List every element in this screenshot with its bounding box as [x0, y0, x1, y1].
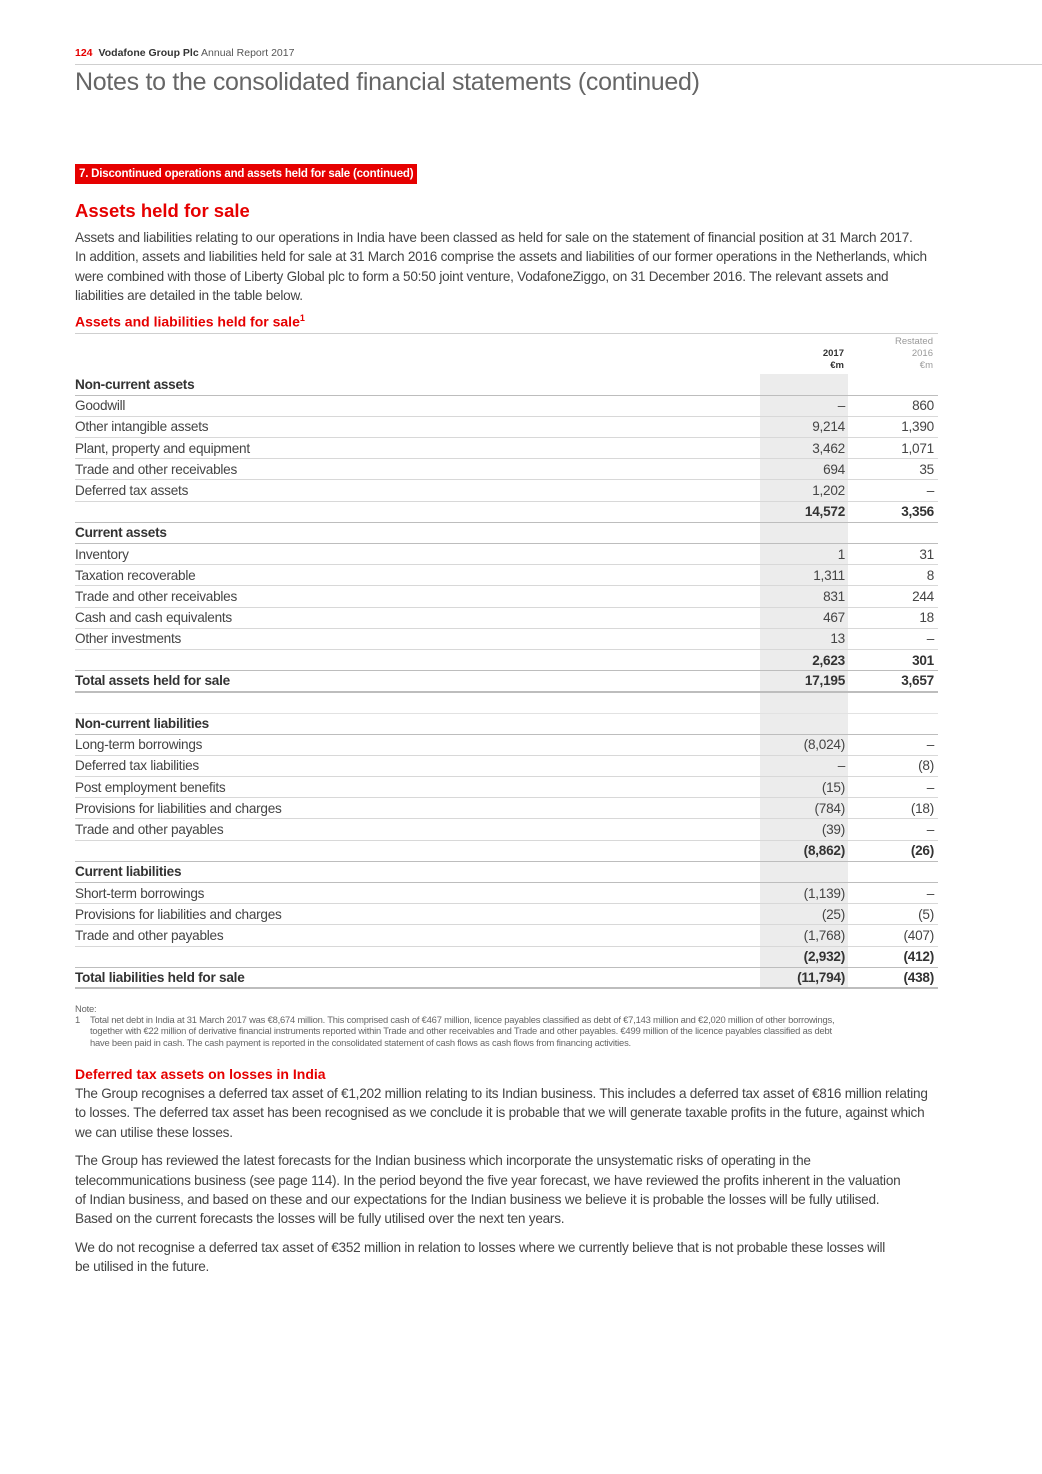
value-2016: (5) — [849, 904, 938, 925]
value-2016 — [849, 713, 938, 734]
row-label: Post employment benefits — [75, 777, 739, 798]
table-footnote-marker: 1 — [299, 313, 305, 323]
intro-line: liabilities are detailed in the table below. — [75, 288, 303, 304]
table-row — [75, 883, 938, 904]
table-note — [75, 1003, 935, 1048]
table-section-header — [75, 861, 938, 882]
report-name: Annual Report 2017 — [201, 47, 295, 59]
intro-line: Assets and liabilities relating to our operations in India have been classed as held for sale on the statement of financial position at 31 March 2017. — [75, 230, 913, 245]
table-total-row — [75, 967, 938, 988]
value-2017: (39) — [739, 819, 849, 840]
row-label: Provisions for liabilities and charges — [75, 798, 739, 819]
value-2016: 860 — [849, 395, 938, 416]
value-2017: 13 — [739, 628, 849, 649]
value-2017: (784) — [739, 798, 849, 819]
value-2016: 8 — [849, 565, 938, 586]
deferred-tax-heading: Deferred tax assets on losses in India — [75, 1066, 326, 1082]
paragraph-line: Based on the current forecasts the losses will be fully utilised over the next ten years. — [75, 1211, 565, 1227]
value-2016: (412) — [849, 946, 938, 967]
table-row — [75, 734, 938, 755]
note-item — [75, 1014, 935, 1048]
intro-line: In addition, assets and liabilities held for sale at 31 March 2016 comprise the assets and liabilities of our former operations in the Netherlands, which — [75, 249, 927, 265]
value-2016: 18 — [849, 607, 938, 628]
table-row — [75, 628, 938, 649]
note-line: Total net debt in India at 31 March 2017 was €8,674 million. This comprised cash of €467 million, licence payables classified as debt of €7,143 million and €2,020 million of other borrowings, — [90, 1014, 835, 1026]
paragraph — [75, 1084, 945, 1142]
value-2017: (2,932) — [739, 946, 849, 967]
table-row — [75, 755, 938, 776]
row-label — [75, 692, 739, 713]
table-subtotal-row — [75, 840, 938, 861]
column-header-2017 — [823, 348, 844, 372]
note-label: Note: — [75, 1003, 97, 1014]
paragraph — [75, 1238, 945, 1277]
value-2016: 3,657 — [849, 671, 938, 692]
section-heading: Assets held for sale — [75, 200, 250, 221]
value-2017: 694 — [739, 459, 849, 480]
value-2017: (1,139) — [739, 883, 849, 904]
row-label: Long-term borrowings — [75, 734, 739, 755]
table-row — [75, 798, 938, 819]
column-restated: Restated — [894, 336, 933, 347]
row-label: Current assets — [75, 522, 739, 543]
row-label: Goodwill — [75, 395, 739, 416]
column-unit: €m — [830, 360, 844, 371]
table-row — [75, 459, 938, 480]
table-top-rule — [75, 333, 938, 334]
row-label: Cash and cash equivalents — [75, 607, 739, 628]
running-header — [75, 47, 294, 59]
value-2017: 1,311 — [739, 565, 849, 586]
value-2017 — [739, 861, 849, 882]
value-2016: (8) — [849, 755, 938, 776]
value-2016: (18) — [849, 798, 938, 819]
row-label: Short-term borrowings — [75, 883, 739, 904]
table-row — [75, 607, 938, 628]
row-label: Trade and other payables — [75, 925, 739, 946]
table-row — [75, 777, 938, 798]
value-2017: (8,024) — [739, 734, 849, 755]
table-row — [75, 416, 938, 437]
value-2016: – — [849, 883, 938, 904]
intro-line: were combined with those of Liberty Global plc to form a 50:50 joint venture, VodafoneZiggo, on 31 December 2016. The relevant assets and — [75, 268, 889, 284]
row-label: Plant, property and equipment — [75, 438, 739, 459]
value-2016: – — [849, 819, 938, 840]
value-2017: – — [739, 395, 849, 416]
table-section-header — [75, 713, 938, 734]
company-name: Vodafone Group Plc — [98, 47, 199, 59]
value-2016 — [849, 692, 938, 713]
paragraph-line: telecommunications business (see page 114). In the period beyond the five year forecast, we have reviewed the profits inherent in the valuation — [75, 1172, 901, 1188]
row-label: Deferred tax assets — [75, 480, 739, 501]
value-2016: – — [849, 628, 938, 649]
value-2017: 9,214 — [739, 416, 849, 437]
value-2017 — [739, 713, 849, 734]
value-2017 — [739, 692, 849, 713]
value-2016: 244 — [849, 586, 938, 607]
note-number: 1 — [75, 1014, 81, 1026]
table-row — [75, 925, 938, 946]
section-tag: 7. Discontinued operations and assets held for sale (continued) — [75, 164, 417, 184]
paragraph-line: The Group has reviewed the latest forecasts for the Indian business which incorporate the unsystematic risks of operating in the — [75, 1153, 811, 1169]
row-label: Taxation recoverable — [75, 565, 739, 586]
value-2016: 31 — [849, 544, 938, 565]
table-spacer-row — [75, 692, 938, 713]
value-2017: 1,202 — [739, 480, 849, 501]
table-section-header — [75, 522, 938, 543]
row-label: Inventory — [75, 544, 739, 565]
header-rule — [75, 64, 1042, 65]
table-title-text: Assets and liabilities held for sale — [75, 313, 300, 330]
value-2017: 2,623 — [739, 649, 849, 670]
row-label — [75, 840, 739, 861]
row-label: Non-current liabilities — [75, 713, 739, 734]
value-2016 — [849, 861, 938, 882]
row-label: Trade and other receivables — [75, 459, 739, 480]
row-label — [75, 501, 739, 522]
page-title: Notes to the consolidated financial statements (continued) — [75, 68, 700, 96]
row-label — [75, 946, 739, 967]
row-label: Total liabilities held for sale — [75, 967, 739, 988]
row-label: Current liabilities — [75, 861, 739, 882]
column-year: 2017 — [822, 348, 844, 359]
value-2017: 3,462 — [739, 438, 849, 459]
paragraph-line: to losses. The deferred tax asset has been recognised as we conclude it is probable that we will generate taxable profits in the future, against which — [75, 1105, 925, 1121]
paragraph-line: The Group recognises a deferred tax asset of €1,202 million relating to its Indian business. This includes a deferred tax asset of €816 million relating — [75, 1086, 928, 1101]
paragraph — [75, 1151, 945, 1229]
table-row — [75, 904, 938, 925]
value-2017: (8,862) — [739, 840, 849, 861]
row-label: Non-current assets — [75, 374, 739, 395]
paragraph-line: of Indian business, and based on these and our expectations for the Indian business we believe it is probable the losses will be fully utilised. — [75, 1192, 880, 1208]
value-2017 — [739, 374, 849, 395]
table-title — [75, 313, 305, 330]
value-2016 — [849, 374, 938, 395]
row-label: Trade and other receivables — [75, 586, 739, 607]
value-2017: 1 — [739, 544, 849, 565]
value-2017: (15) — [739, 777, 849, 798]
column-year: 2016 — [911, 348, 933, 359]
row-label: Total assets held for sale — [75, 671, 739, 692]
assets-liabilities-table — [75, 374, 938, 989]
value-2016: 301 — [849, 649, 938, 670]
row-label: Trade and other payables — [75, 819, 739, 840]
note-text — [90, 1014, 935, 1048]
paragraph-line: we can utilise these losses. — [75, 1124, 233, 1140]
page-number: 124 — [75, 47, 93, 59]
value-2017: – — [739, 755, 849, 776]
value-2017: 14,572 — [739, 501, 849, 522]
table-row — [75, 565, 938, 586]
row-label: Deferred tax liabilities — [75, 755, 739, 776]
intro-paragraph — [75, 228, 945, 306]
table-subtotal-row — [75, 501, 938, 522]
value-2017: (1,768) — [739, 925, 849, 946]
value-2017 — [739, 522, 849, 543]
column-header-2016 — [895, 336, 933, 372]
column-unit: €m — [919, 360, 933, 371]
value-2016: 1,071 — [849, 438, 938, 459]
table-subtotal-row — [75, 649, 938, 670]
table-row — [75, 438, 938, 459]
row-label: Other intangible assets — [75, 416, 739, 437]
value-2016: (407) — [849, 925, 938, 946]
value-2017: 831 — [739, 586, 849, 607]
value-2016: (438) — [849, 967, 938, 988]
value-2016: – — [849, 734, 938, 755]
note-line: have been paid in cash. The cash payment is reported in the consolidated statement of cash flows as cash flows from financing activities. — [90, 1036, 631, 1048]
table-row — [75, 480, 938, 501]
value-2016: 1,390 — [849, 416, 938, 437]
value-2016: 35 — [849, 459, 938, 480]
deferred-tax-body — [75, 1084, 945, 1286]
value-2017: 17,195 — [739, 671, 849, 692]
value-2016: – — [849, 777, 938, 798]
table-row — [75, 395, 938, 416]
value-2016: – — [849, 480, 938, 501]
table-subtotal-row — [75, 946, 938, 967]
paragraph-line: be utilised in the future. — [75, 1259, 210, 1275]
value-2017: 467 — [739, 607, 849, 628]
note-line: together with €22 million of derivative financial instruments reported within Trade and other receivables and Trade and other payables. €499 million of the licence payables classified as debt — [90, 1025, 832, 1037]
table-section-header — [75, 374, 938, 395]
table-row — [75, 544, 938, 565]
row-label: Other investments — [75, 628, 739, 649]
row-label: Provisions for liabilities and charges — [75, 904, 739, 925]
value-2016: (26) — [849, 840, 938, 861]
table-row — [75, 586, 938, 607]
value-2017: (25) — [739, 904, 849, 925]
value-2016 — [849, 522, 938, 543]
row-label — [75, 649, 739, 670]
paragraph-line: We do not recognise a deferred tax asset of €352 million in relation to losses where we currently believe that is not probable these losses will — [75, 1239, 886, 1255]
table-row — [75, 819, 938, 840]
value-2017: (11,794) — [739, 967, 849, 988]
value-2016: 3,356 — [849, 501, 938, 522]
table-total-row — [75, 671, 938, 692]
